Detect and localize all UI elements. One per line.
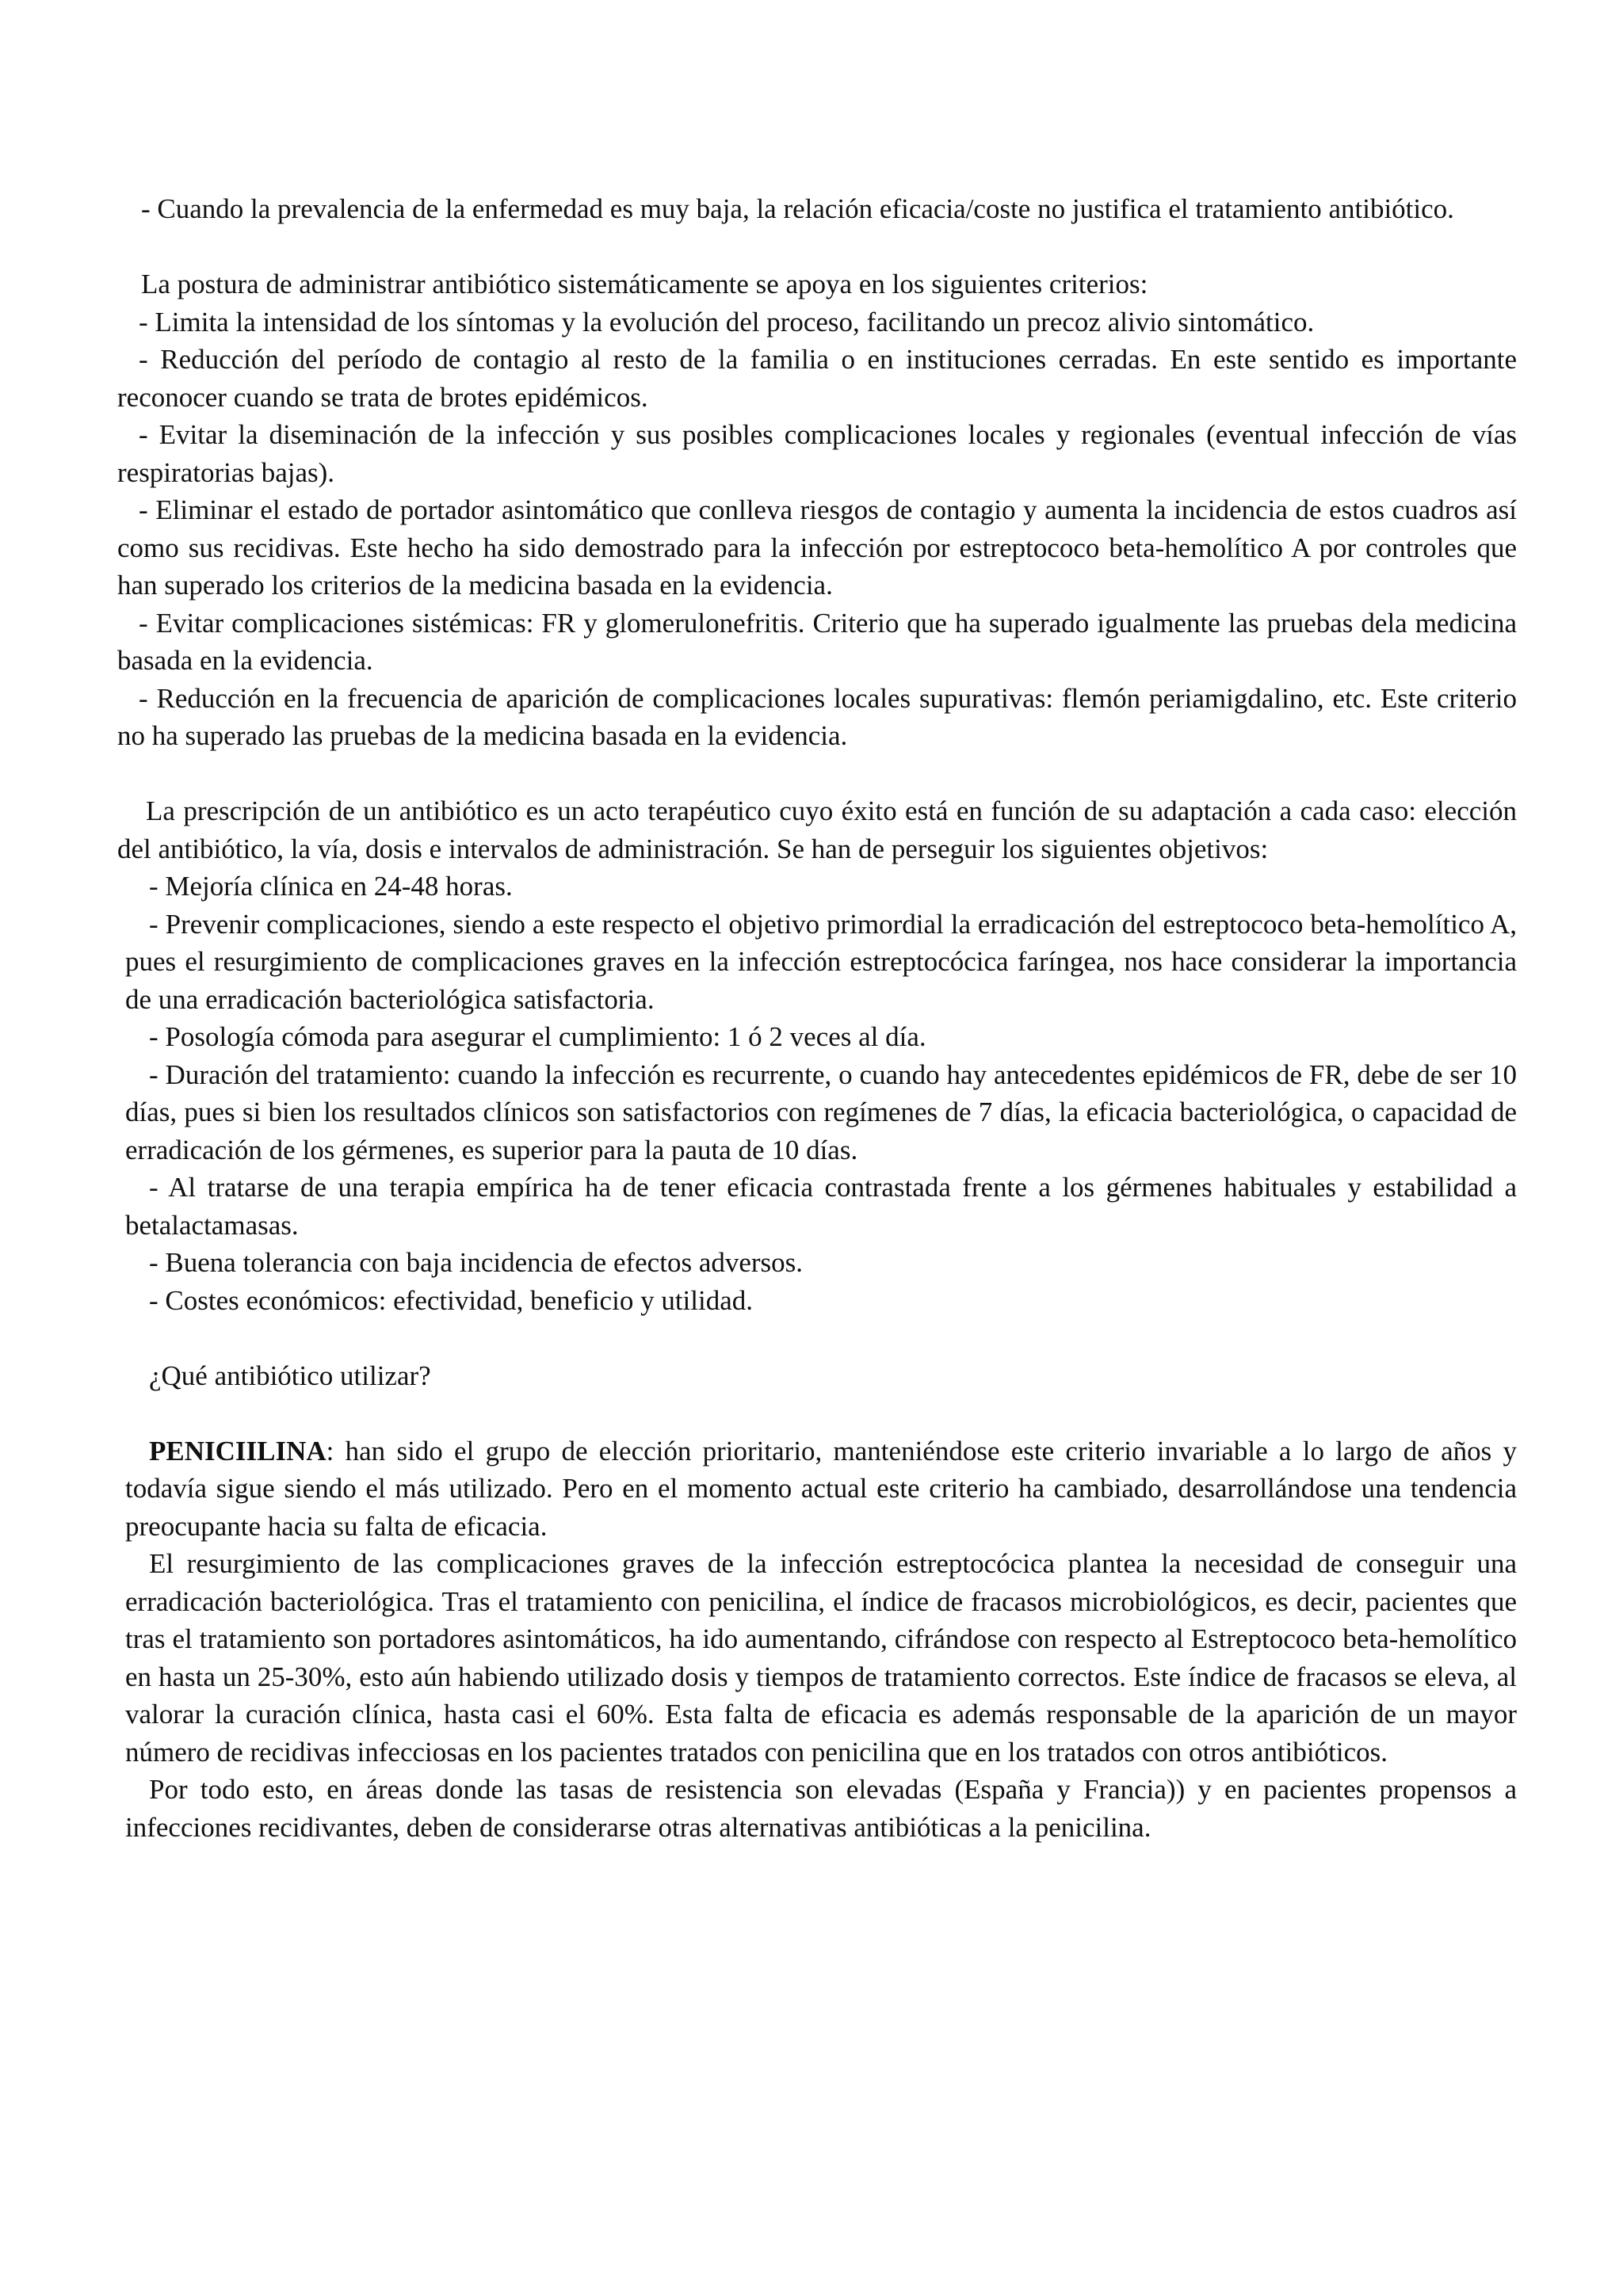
list-item-objective-7: - Costes económicos: efectividad, beneficio y utilidad.	[149, 1284, 754, 1316]
list-item-criterion-6: - Reducción en la frecuencia de aparición de complicaciones locales supurativas: flemón periamigdalino, etc. Este criterio no ha superado las pruebas de la medicina basada en la evidencia.	[117, 682, 1517, 751]
list-item-objective-5: - Al tratarse de una terapia empírica ha de tener eficacia contrastada frente a los gérmenes habituales y estabilidad a betalactamasas.	[125, 1172, 1517, 1241]
list-item-criterion-5: - Evitar complicaciones sistémicas: FR y glomerulonefritis. Criterio que ha superado igualmente las pruebas dela medicina basada en la evidencia.	[117, 607, 1517, 676]
paragraph-prevalence: - Cuando la prevalencia de la enfermedad es muy baja, la relación eficacia/coste no justifica el tratamiento antibiótico.	[141, 193, 1454, 224]
document-page	[117, 190, 1517, 1846]
list-item-objective-4: - Duración del tratamiento: cuando la infección es recurrente, o cuando hay antecedentes epidémicos de FR, debe de ser 10 días, pues si bien los resultados clínicos son satisfactorios con regímenes de 7 días, la eficacia bacteriológica, o capacidad de erradicación de los gérmenes, es superior para la pauta de 10 días.	[125, 1058, 1517, 1165]
question-heading: ¿Qué antibiótico utilizar?	[149, 1360, 431, 1391]
list-item-criterion-3: - Evitar la diseminación de la infección y sus posibles complicaciones locales y regionales (eventual infección de vías respiratorias bajas).	[117, 419, 1517, 488]
list-item-objective-2: - Prevenir complicaciones, siendo a este respecto el objetivo primordial la erradicación del estreptococo beta-hemolítico A, pues el resurgimiento de complicaciones graves en la infección estreptocócica faríngea, nos hace considerar la importancia de una erradicación bacteriológica satisfactoria.	[125, 908, 1517, 1015]
objectives-list	[117, 868, 1517, 1846]
list-item-objective-3: - Posología cómoda para asegurar el cumplimiento: 1 ó 2 veces al día.	[149, 1021, 926, 1052]
list-item-criterion-2: - Reducción del período de contagio al resto de la familia o en instituciones cerradas. En este sentido es importante reconocer cuando se trata de brotes epidémicos.	[117, 344, 1517, 413]
paragraph-conclusion: Por todo esto, en áreas donde las tasas de resistencia son elevadas (España y Francia)) y en pacientes propensos a infecciones recidivantes, deben de considerarse otras alternativas antibióticas a la penicilina.	[125, 1774, 1517, 1843]
paragraph-resurgence: El resurgimiento de las complicaciones graves de la infección estreptocócica plantea la necesidad de conseguir una erradicación bacteriológica. Tras el tratamiento con penicilina, el índice de fracasos microbiológicos, es decir, pacientes que tras el tratamiento son portadores asintomáticos, ha ido aumentando, cifrándose con respecto al Estreptococo beta-hemolítico en hasta un 25-30%, esto aún habiendo utilizado dosis y tiempos de tratamiento correctos. Este índice de fracasos se eleva, al valorar la curación clínica, hasta casi el 60%. Esta falta de eficacia es además responsable de la aparición de un mayor número de recidivas infecciosas en los pacientes tratados con penicilina que en los tratados con otros antibióticos.	[125, 1548, 1517, 1768]
paragraph-penicilina-text: : han sido el grupo de elección prioritario, manteniéndose este criterio invariable a lo largo de años y todavía sigue siendo el más utilizado. Pero en el momento actual este criterio ha cambiado, desarrollándose una tendencia preocupante hacia su falta de eficacia.	[125, 1435, 1517, 1542]
list-item-objective-1: - Mejoría clínica en 24-48 horas.	[149, 871, 513, 902]
paragraph-prescription-intro: La prescripción de un antibiótico es un acto terapéutico cuyo éxito está en función de su adaptación a cada caso: elección del antibiótico, la vía, dosis e intervalos de administración. Se han de perseguir los siguientes objetivos:	[117, 795, 1517, 864]
list-item-objective-6: - Buena tolerancia con baja incidencia de efectos adversos.	[149, 1247, 804, 1278]
paragraph-penicilina	[125, 1432, 1517, 1546]
paragraph-criteria-intro: La postura de administrar antibiótico sistemáticamente se apoya en los siguientes criterios:	[141, 269, 1148, 299]
spacer	[117, 755, 1517, 793]
term-penicilina: PENICIILINA	[149, 1435, 327, 1466]
spacer	[125, 1394, 1517, 1432]
list-item-criterion-1: - Limita la intensidad de los síntomas y la evolución del proceso, facilitando un precoz alivio sintomático.	[139, 306, 1315, 338]
spacer	[117, 228, 1517, 266]
spacer	[125, 1319, 1517, 1357]
list-item-criterion-4: - Eliminar el estado de portador asintomático que conlleva riesgos de contagio y aumenta la incidencia de estos cuadros así como sus recidivas. Este hecho ha sido demostrado para la infección por estreptococo beta-hemolítico A por controles que han superado los criterios de la medicina basada en la evidencia.	[117, 494, 1517, 601]
